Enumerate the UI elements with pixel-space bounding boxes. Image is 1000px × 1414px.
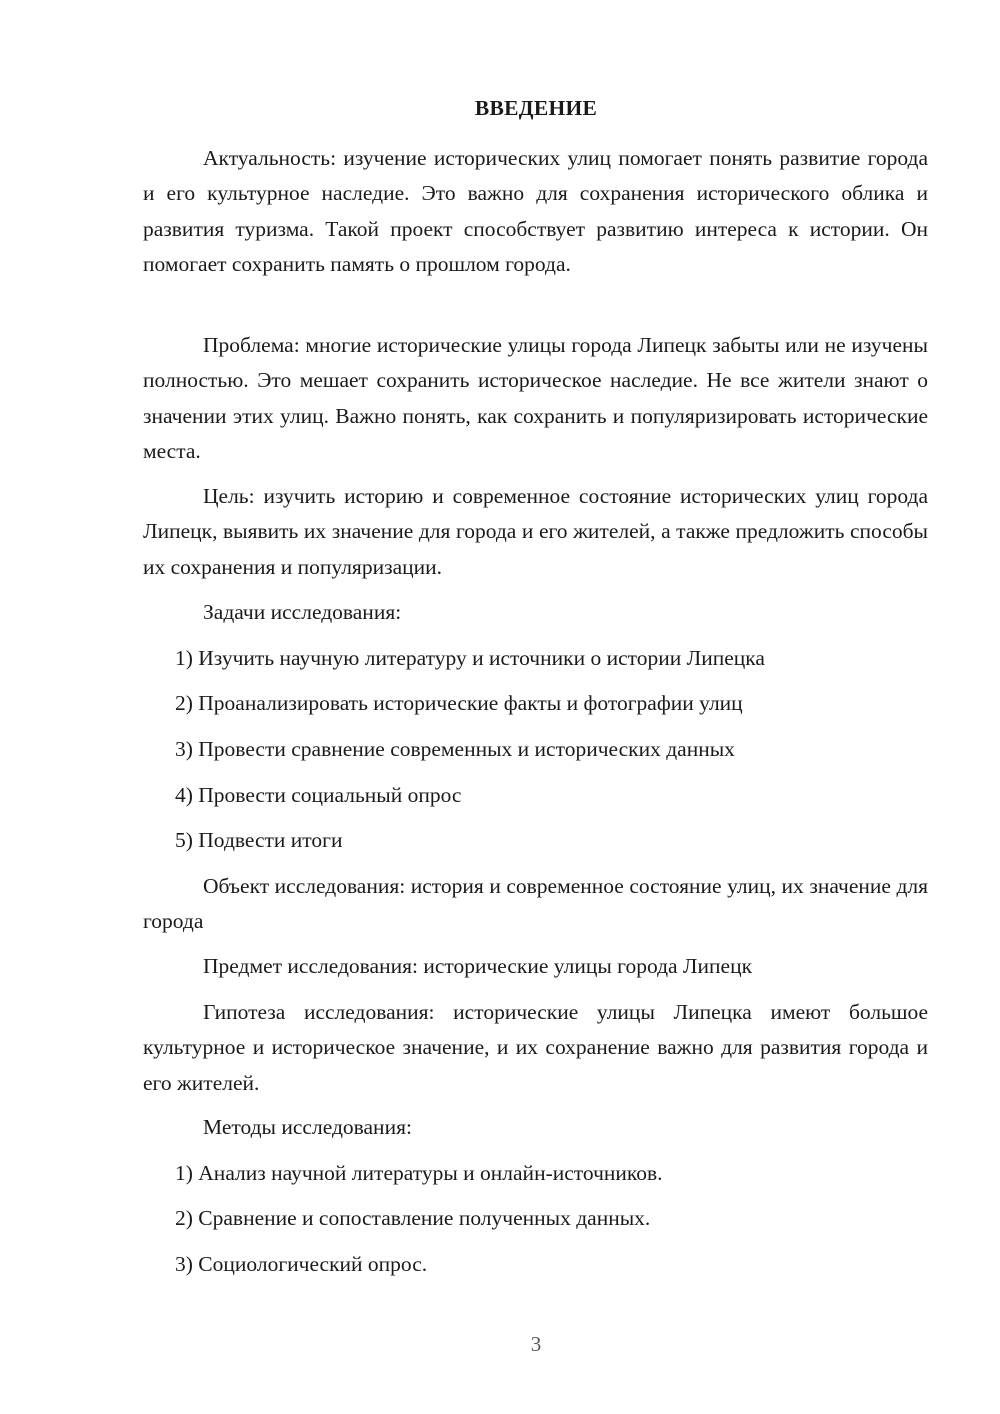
task-item: 2) Проанализировать исторические факты и фотографии улиц xyxy=(175,691,743,715)
goal-paragraph: Цель: изучить историю и современное состояние исторических улиц города Липецк, выявить их значение для города и его жителей, а также предложить способы их сохранения и популяризации. xyxy=(143,484,928,579)
task-item: 3) Провести сравнение современных и исторических данных xyxy=(175,737,735,761)
tasks-title: Задачи исследования: xyxy=(203,600,402,624)
method-item: 2) Сравнение и сопоставление полученных данных. xyxy=(175,1206,651,1230)
page-title: ВВЕДЕНИЕ xyxy=(474,96,598,120)
methods-title: Методы исследования: xyxy=(203,1115,412,1139)
method-item: 3) Социологический опрос. xyxy=(175,1252,428,1276)
task-item: 1) Изучить научную литературу и источники о истории Липецка xyxy=(175,646,765,670)
page-number: 3 xyxy=(530,1332,542,1356)
problem-paragraph: Проблема: многие исторические улицы города Липецк забыты или не изучены полностью. Это мешает сохранить историческое наследие. Не все жители знают о значении этих улиц. Важно понять, как сохранить и популяризировать исторические места. xyxy=(143,333,928,463)
method-item: 1) Анализ научной литературы и онлайн-источников. xyxy=(175,1161,663,1185)
task-item: 4) Провести социальный опрос xyxy=(175,783,462,807)
object-paragraph: Объект исследования: история и современное состояние улиц, их значение для города xyxy=(143,874,928,934)
subject-line: Предмет исследования: исторические улицы города Липецк xyxy=(203,954,753,978)
relevance-paragraph: Актуальность: изучение исторических улиц помогает понять развитие города и его культурное наследие. Это важно для сохранения исторического облика и развития туризма. Такой проект способствует развитию интереса к истории. Он помогает сохранить память о прошлом города. xyxy=(143,146,928,276)
task-item: 5) Подвести итоги xyxy=(175,828,343,852)
hypothesis-paragraph: Гипотеза исследования: исторические улицы Липецка имеют большое культурное и историческое значение, и их сохранение важно для развития города и его жителей. xyxy=(143,1000,928,1095)
